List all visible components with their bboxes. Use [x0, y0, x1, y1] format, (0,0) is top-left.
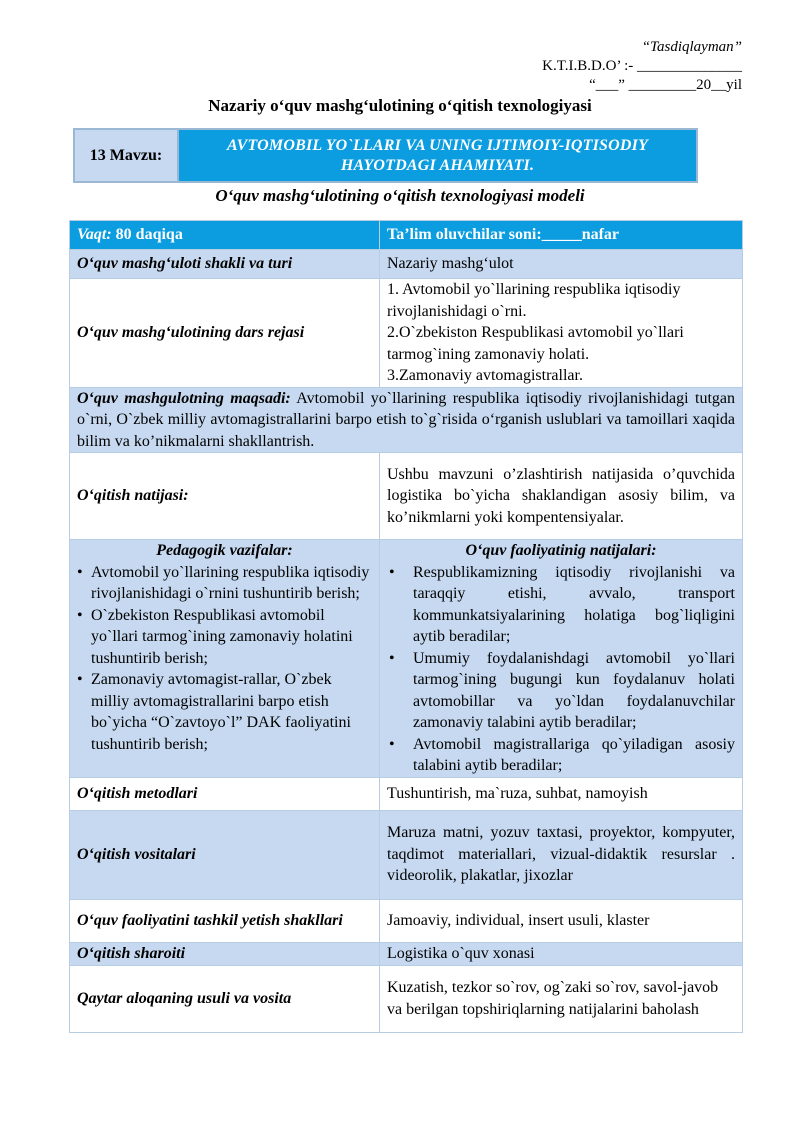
table-row	[70, 777, 743, 810]
conditions-value: Logistika o`quv xonasi	[380, 942, 743, 965]
topic-label: 13 Mavzu:	[74, 129, 178, 182]
topic-title-line-1: AVTOMOBIL YO`LLARI VA UNING IJTIMOIY-IQTISODIY	[226, 136, 649, 154]
form-value: Nazariy mashg‘ulot	[380, 250, 743, 279]
table-row	[70, 279, 743, 388]
list-item: • Respublikamizning iqtisodiy rivojlanishi va taraqqiy etishi, avvalo, transport kommunkatsiyalarining holatiga bog`liqligini aytib beradilar;	[387, 562, 735, 648]
table-row	[70, 453, 743, 540]
time-value: 80 daqiqa	[111, 226, 183, 244]
table-row	[70, 221, 743, 250]
pedagogical-tasks-title: Pedagogik vazifalar:	[156, 542, 293, 559]
approval-title: “Tasdiqlayman”	[641, 39, 742, 55]
document-title: Nazariy o‘quv mashg‘ulotining o‘qitish texnologiyasi	[208, 96, 592, 115]
learning-outcomes	[380, 540, 743, 778]
approval-line-2: “___” _________20__yil	[589, 77, 742, 93]
learning-outcomes-list	[387, 562, 735, 777]
conditions-label: O‘qitish sharoiti	[70, 942, 380, 965]
list-item: • Umumiy foydalanishdagi avtomobil yo`llari tarmog`ining bugungi kun foydalanuv holati avtomobillar va yo`ldan foydalanuvchilar zamonaviy talabini aytib beradilar;	[387, 648, 735, 734]
pedagogical-tasks-list	[77, 562, 372, 756]
result-value: Ushbu mavzuni o’zlashtirish natijasida o’quvchida logistika bo`yicha shaklandigan asosiy bilim, va ko’nikmlarni yoki kompentensiyalar.	[380, 453, 743, 540]
tools-value: Maruza matni, yozuv taxtasi, proyektor, kompyuter, taqdimot materiallari, vizual-didaktik resurslar . videorolik, plakatlar, jixozlar	[380, 810, 743, 899]
methods-value: Tushuntirish, ma`ruza, suhbat, namoyish	[380, 777, 743, 810]
list-item: • O`zbekiston Respublikasi avtomobil yo`llari tarmog`ining zamonaviy holatini tushuntirib berish;	[77, 605, 372, 670]
organization-label: O‘quv faoliyatini tashkil yetish shakllari	[70, 899, 380, 942]
plan-item-1: 1. Avtomobil yo`llarining respublika iqtisodiy rivojlanishidagi o`rni.	[387, 281, 681, 320]
pedagogical-tasks	[70, 540, 380, 778]
table-row	[70, 810, 743, 899]
plan-item-3: 3.Zamonaviy avtomagistrallar.	[387, 367, 583, 384]
table-row	[70, 250, 743, 279]
topic-box	[73, 128, 698, 183]
organization-value: Jamoaviy, individual, insert usuli, klaster	[380, 899, 743, 942]
goal-cell	[70, 387, 743, 453]
learning-outcomes-title: O‘quv faoliyatinig natijalari:	[465, 542, 657, 559]
approval-block	[542, 38, 742, 95]
result-label: O‘qitish natijasi:	[70, 453, 380, 540]
plan-list	[380, 279, 743, 388]
form-label: O‘quv mashg‘uloti shakli va turi	[70, 250, 380, 279]
table-row	[70, 899, 743, 942]
lesson-model-table	[69, 220, 743, 1033]
table-row	[70, 965, 743, 1032]
feedback-value: Kuzatish, tezkor so`rov, og`zaki so`rov, savol-javob va berilgan topshiriqlarning natijalarini baholash	[380, 965, 743, 1032]
feedback-label: Qaytar aloqaning usuli va vosita	[70, 965, 380, 1032]
list-item: • Zamonaviy avtomagist-rallar, O`zbek milliy avtomagistrallarini barpo etish bo`yicha “O`zavtoyo`l” DAK faoliyatini tushuntirib berish;	[77, 669, 372, 755]
plan-item-2: 2.O`zbekiston Respublikasi avtomobil yo`llari tarmog`ining zamonaviy holati.	[387, 324, 684, 363]
topic-title-line-2: HAYOTDAGI AHAMIYATI.	[340, 156, 535, 174]
goal-text: Avtomobil yo`llarining respublika iqtisodiy rivojlanishidagi tutgan o`rni, O`zbek milliy avtomagistrallarini barpo etish to`g`risida o‘rganish uslublari va tamoillari xaqida bilim va ko’nikmalarni shakllantrish.	[77, 389, 735, 450]
approval-line-1: K.T.I.B.D.O’ :- ______________	[542, 58, 742, 74]
model-title: O‘quv mashg‘ulotining o‘qitish texnologiyasi modeli	[215, 186, 585, 205]
table-row	[70, 540, 743, 778]
table-row	[70, 942, 743, 965]
goal-label: O‘quv mashgulotning maqsadi:	[77, 389, 291, 407]
students-count: Ta’lim oluvchilar soni:_____nafar	[380, 221, 743, 250]
tools-label: O‘qitish vositalari	[70, 810, 380, 899]
time-label: Vaqt:	[77, 226, 112, 244]
table-row	[70, 387, 743, 453]
topic-title	[178, 129, 697, 182]
list-item: • Avtomobil yo`llarining respublika iqtisodiy rivojlanishidagi o`rnini tushuntirib berish;	[77, 562, 372, 605]
methods-label: O‘qitish metodlari	[70, 777, 380, 810]
time-cell	[70, 221, 380, 250]
list-item: • Avtomobil magistrallariga qo`yiladigan asosiy talabini aytib beradilar;	[387, 734, 735, 777]
plan-label: O‘quv mashg‘ulotining dars rejasi	[70, 279, 380, 388]
